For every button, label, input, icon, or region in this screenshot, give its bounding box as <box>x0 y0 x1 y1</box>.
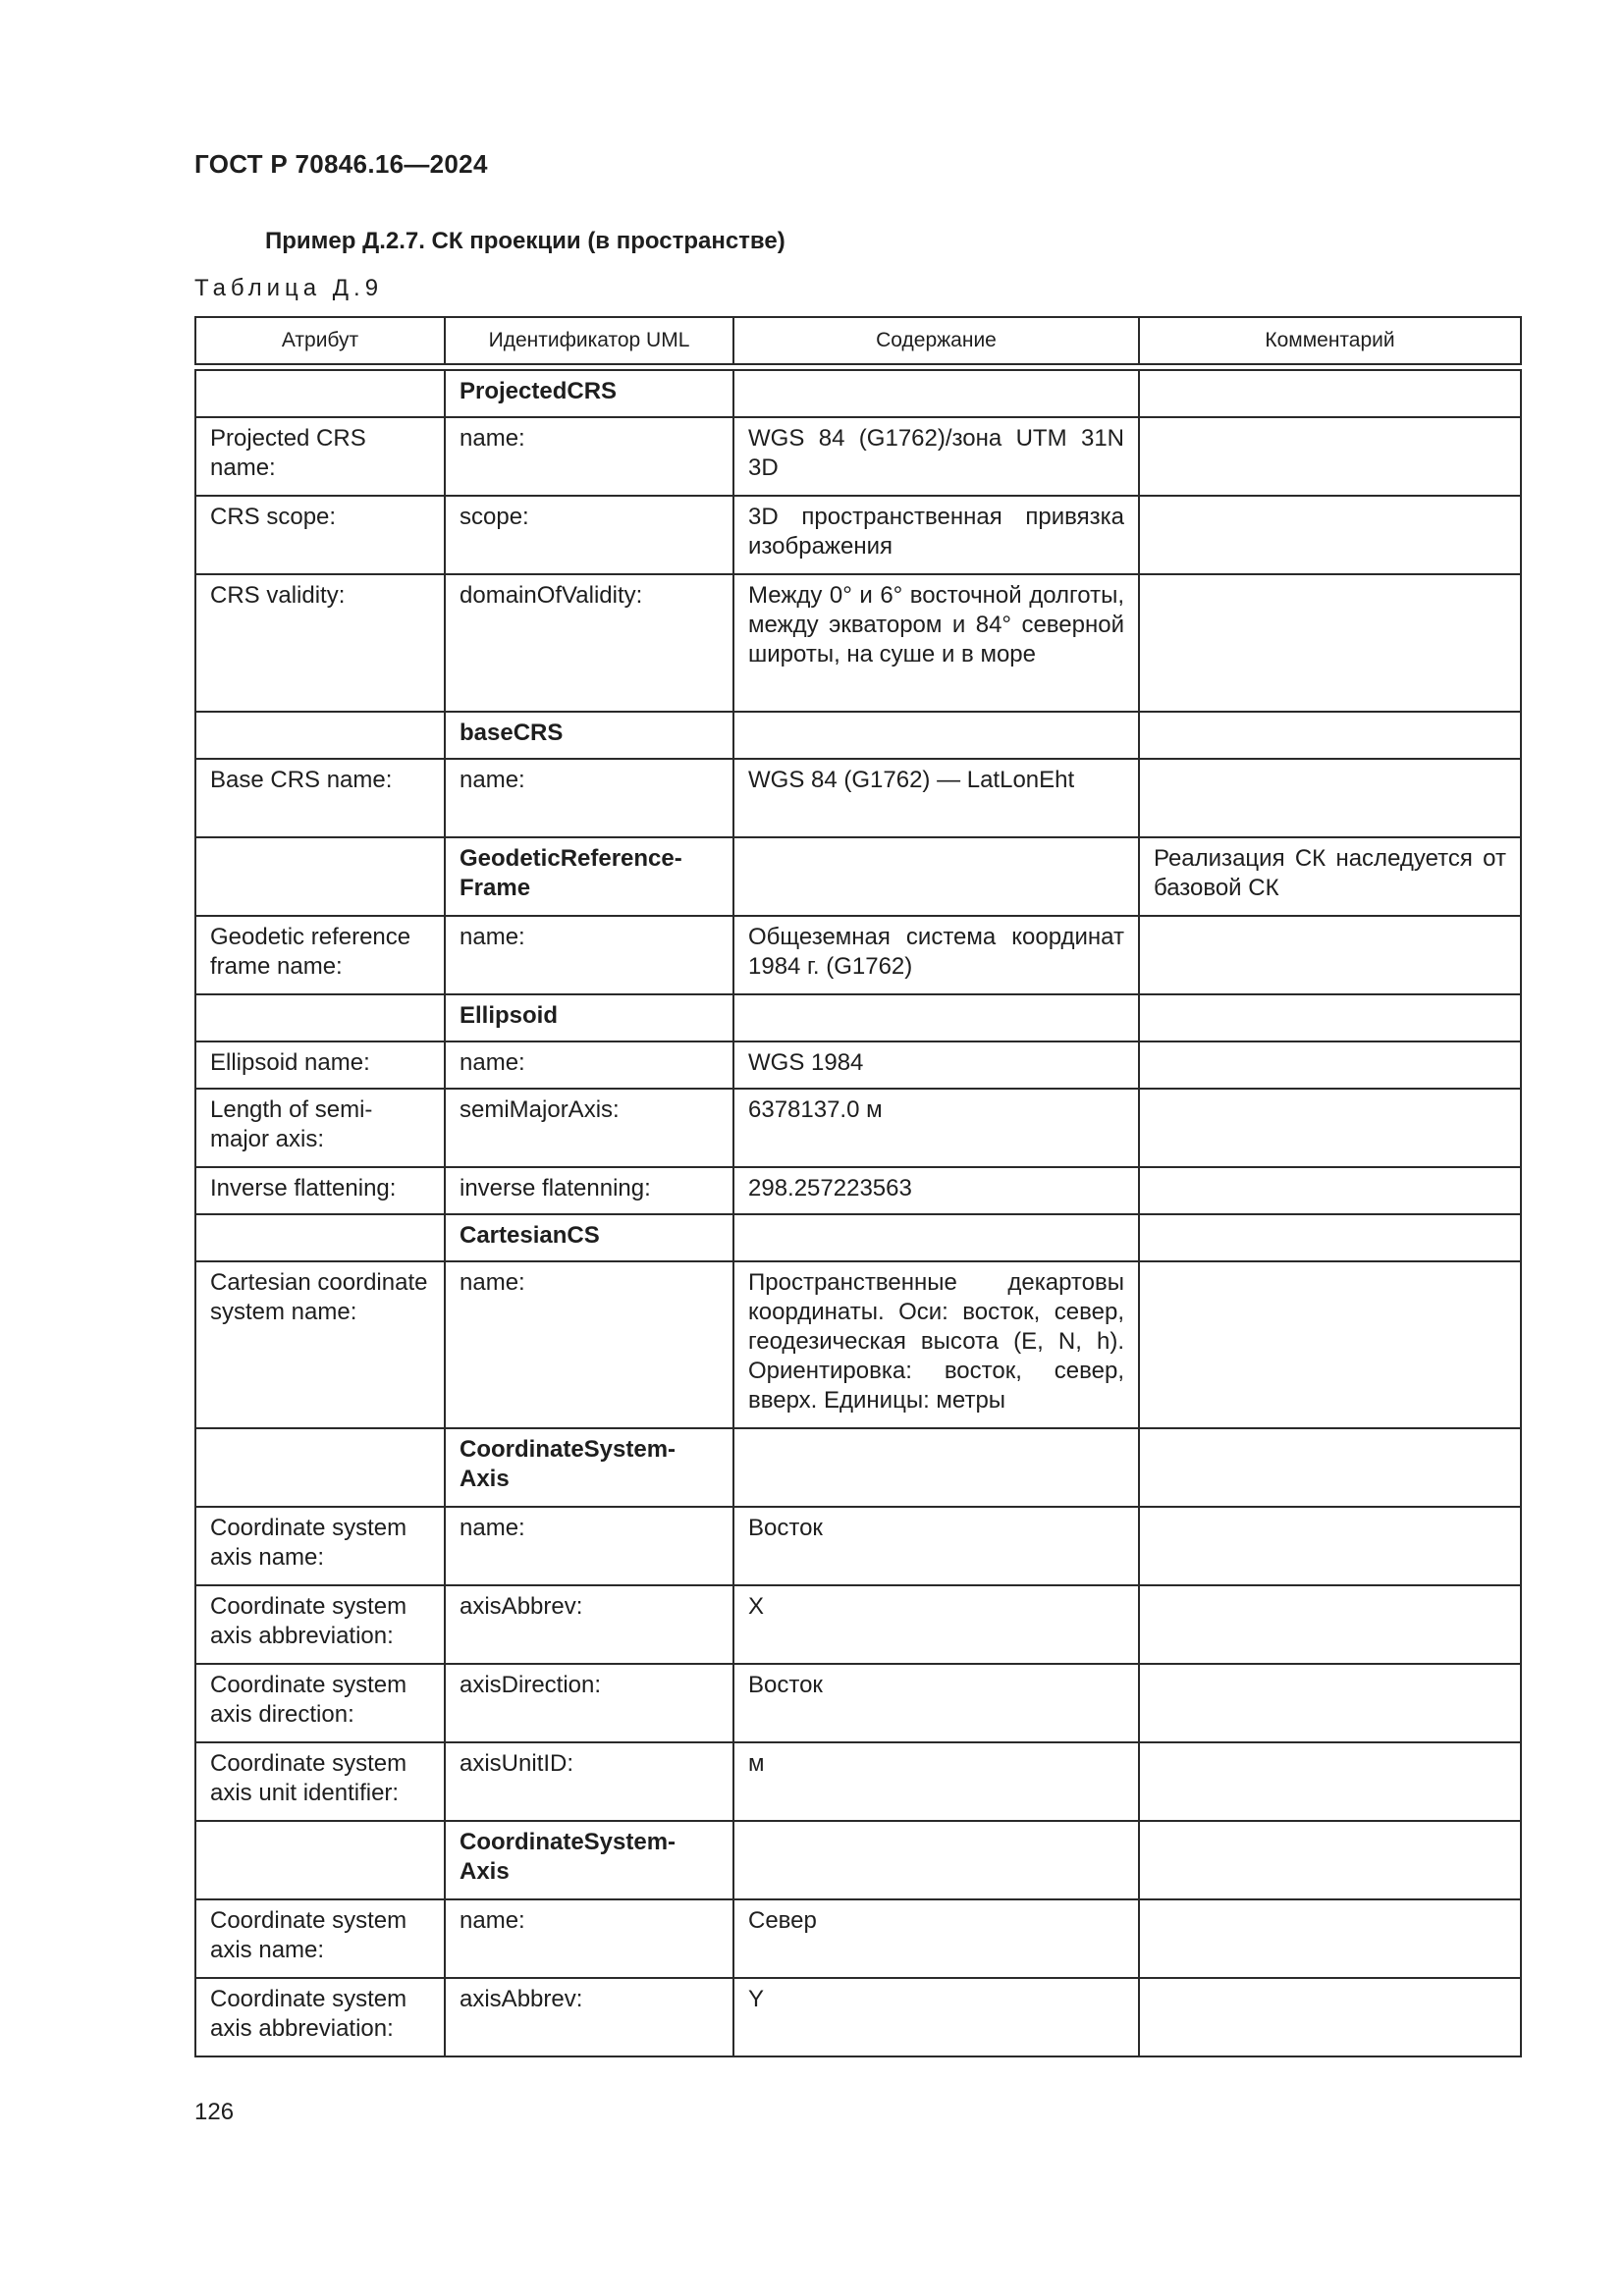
cell-content: Восток <box>733 1664 1139 1742</box>
cell-content: 298.257223563 <box>733 1167 1139 1214</box>
table-header-row <box>195 317 1521 364</box>
cell-comment <box>1139 1089 1521 1167</box>
cell-content: Y <box>733 1978 1139 2056</box>
cell-comment <box>1139 759 1521 837</box>
cell-attribute: Cartesian coordinate system name: <box>195 1261 445 1428</box>
cell-uml-identifier: name: <box>445 759 733 837</box>
cell-uml-identifier: CoordinateSystem-Axis <box>445 1821 733 1899</box>
cell-uml-identifier: name: <box>445 417 733 496</box>
cell-attribute: Coordinate system axis abbreviation: <box>195 1585 445 1664</box>
table-row <box>195 1167 1521 1214</box>
cell-uml-identifier: inverse flatenning: <box>445 1167 733 1214</box>
cell-attribute <box>195 1821 445 1899</box>
cell-attribute: Length of semi-major axis: <box>195 1089 445 1167</box>
cell-comment <box>1139 1664 1521 1742</box>
cell-attribute <box>195 712 445 759</box>
section-row <box>195 370 1521 417</box>
cell-uml-identifier: axisUnitID: <box>445 1742 733 1821</box>
cell-comment: Реализация СК наследуется от базовой СК <box>1139 837 1521 916</box>
table-row <box>195 759 1521 837</box>
column-header-comment: Комментарий <box>1139 317 1521 364</box>
cell-attribute <box>195 1428 445 1507</box>
table-row <box>195 1742 1521 1821</box>
column-header-attribute: Атрибут <box>195 317 445 364</box>
table-row <box>195 574 1521 712</box>
section-row <box>195 1821 1521 1899</box>
data-table <box>194 316 1522 2057</box>
cell-content: 3D пространственная привязка изображения <box>733 496 1139 574</box>
cell-uml-identifier: CoordinateSystem-Axis <box>445 1428 733 1507</box>
table-caption: Таблица Д.9 <box>194 275 384 301</box>
cell-content <box>733 1428 1139 1507</box>
table-row <box>195 916 1521 994</box>
column-header-content: Содержание <box>733 317 1139 364</box>
table-row <box>195 1507 1521 1585</box>
column-header-uml-identifier: Идентификатор UML <box>445 317 733 364</box>
cell-content <box>733 1821 1139 1899</box>
table-row <box>195 1041 1521 1089</box>
table-row <box>195 1664 1521 1742</box>
cell-comment <box>1139 1214 1521 1261</box>
cell-content <box>733 837 1139 916</box>
cell-comment <box>1139 916 1521 994</box>
cell-attribute: Coordinate system axis name: <box>195 1507 445 1585</box>
cell-attribute: Coordinate system axis abbreviation: <box>195 1978 445 2056</box>
cell-content: WGS 1984 <box>733 1041 1139 1089</box>
cell-comment <box>1139 574 1521 712</box>
cell-comment <box>1139 417 1521 496</box>
cell-attribute <box>195 370 445 417</box>
section-row <box>195 712 1521 759</box>
cell-comment <box>1139 1899 1521 1978</box>
cell-comment <box>1139 994 1521 1041</box>
cell-attribute: Coordinate system axis name: <box>195 1899 445 1978</box>
cell-comment <box>1139 1261 1521 1428</box>
cell-uml-identifier: name: <box>445 1041 733 1089</box>
cell-uml-identifier: domainOfValidity: <box>445 574 733 712</box>
cell-uml-identifier: scope: <box>445 496 733 574</box>
cell-uml-identifier: name: <box>445 916 733 994</box>
table-row <box>195 1899 1521 1978</box>
section-row <box>195 1428 1521 1507</box>
cell-uml-identifier: name: <box>445 1507 733 1585</box>
cell-comment <box>1139 1585 1521 1664</box>
cell-content: Север <box>733 1899 1139 1978</box>
cell-attribute <box>195 1214 445 1261</box>
cell-uml-identifier: baseCRS <box>445 712 733 759</box>
cell-uml-identifier: name: <box>445 1899 733 1978</box>
table-body <box>195 370 1521 2056</box>
cell-attribute: CRS scope: <box>195 496 445 574</box>
cell-attribute <box>195 837 445 916</box>
cell-comment <box>1139 1978 1521 2056</box>
table-row <box>195 417 1521 496</box>
cell-comment <box>1139 496 1521 574</box>
cell-comment <box>1139 712 1521 759</box>
cell-content: WGS 84 (G1762) — LatLonEht <box>733 759 1139 837</box>
cell-content <box>733 994 1139 1041</box>
document-code: ГОСТ Р 70846.16—2024 <box>194 149 488 179</box>
table-row <box>195 1089 1521 1167</box>
cell-content: Общеземная система координат 1984 г. (G1762) <box>733 916 1139 994</box>
cell-uml-identifier: Ellipsoid <box>445 994 733 1041</box>
section-row <box>195 994 1521 1041</box>
cell-comment <box>1139 1041 1521 1089</box>
example-title: Пример Д.2.7. СК проекции (в пространстве) <box>265 228 785 254</box>
cell-comment <box>1139 1821 1521 1899</box>
cell-uml-identifier: axisDirection: <box>445 1664 733 1742</box>
cell-uml-identifier: axisAbbrev: <box>445 1585 733 1664</box>
cell-uml-identifier: CartesianCS <box>445 1214 733 1261</box>
cell-content: м <box>733 1742 1139 1821</box>
cell-comment <box>1139 1428 1521 1507</box>
cell-comment <box>1139 1507 1521 1585</box>
cell-attribute: Base CRS name: <box>195 759 445 837</box>
cell-content <box>733 712 1139 759</box>
section-row <box>195 1214 1521 1261</box>
cell-attribute: CRS validity: <box>195 574 445 712</box>
cell-uml-identifier: name: <box>445 1261 733 1428</box>
cell-uml-identifier: semiMajorAxis: <box>445 1089 733 1167</box>
cell-content: X <box>733 1585 1139 1664</box>
cell-content: Между 0° и 6° восточной долготы, между экватором и 84° северной широты, на суше и в море <box>733 574 1139 712</box>
cell-content: 6378137.0 м <box>733 1089 1139 1167</box>
cell-attribute: Projected CRS name: <box>195 417 445 496</box>
cell-attribute: Ellipsoid name: <box>195 1041 445 1089</box>
cell-comment <box>1139 370 1521 417</box>
table-row <box>195 1261 1521 1428</box>
table-row <box>195 496 1521 574</box>
cell-uml-identifier: ProjectedCRS <box>445 370 733 417</box>
cell-attribute: Coordinate system axis direction: <box>195 1664 445 1742</box>
cell-attribute: Inverse flattening: <box>195 1167 445 1214</box>
cell-content <box>733 370 1139 417</box>
cell-content: Восток <box>733 1507 1139 1585</box>
cell-content: Пространственные декартовы координаты. Оси: восток, север, геодезическая высота (E, N, h). Ориентировка: восток, север, вверх. Единицы: метры <box>733 1261 1139 1428</box>
cell-attribute <box>195 994 445 1041</box>
cell-uml-identifier: axisAbbrev: <box>445 1978 733 2056</box>
cell-content: WGS 84 (G1762)/зона UTM 31N 3D <box>733 417 1139 496</box>
page-number: 126 <box>194 2099 235 2125</box>
cell-uml-identifier: GeodeticReference-Frame <box>445 837 733 916</box>
table-row <box>195 1978 1521 2056</box>
section-row <box>195 837 1521 916</box>
cell-content <box>733 1214 1139 1261</box>
cell-attribute: Geodetic reference frame name: <box>195 916 445 994</box>
cell-comment <box>1139 1742 1521 1821</box>
cell-comment <box>1139 1167 1521 1214</box>
table-row <box>195 1585 1521 1664</box>
cell-attribute: Coordinate system axis unit identifier: <box>195 1742 445 1821</box>
